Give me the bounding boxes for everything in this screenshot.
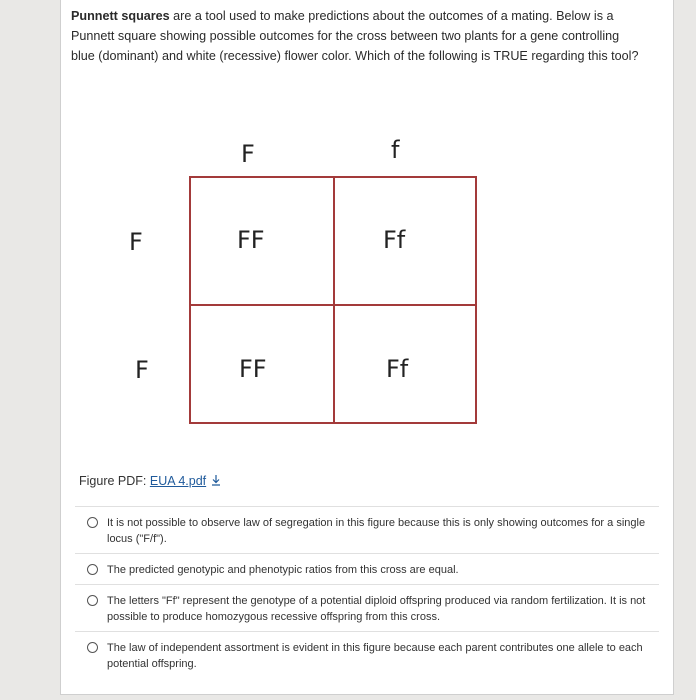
- option-text-2: The predicted genotypic and phenotypic ratios from this cross are equal.: [107, 564, 459, 576]
- row-header-1: F: [129, 228, 143, 256]
- figure-attachment: [79, 474, 222, 488]
- column-header-2: f: [391, 136, 400, 164]
- grid-divider-vertical: [333, 178, 335, 422]
- radio-button-4[interactable]: [87, 642, 98, 653]
- option-text-4: The law of independent assortment is evident in this figure because each parent contributes one allele to each potential offspring.: [107, 642, 643, 670]
- cell-r1c2: Ff: [383, 226, 406, 254]
- radio-button-3[interactable]: [87, 595, 98, 606]
- answer-option-2[interactable]: [75, 553, 659, 584]
- answer-option-4[interactable]: [75, 631, 659, 678]
- answer-option-1[interactable]: [75, 506, 659, 553]
- question-prompt: [71, 6, 643, 66]
- radio-button-2[interactable]: [87, 564, 98, 575]
- figure-pdf-link[interactable]: EUA 4.pdf: [149, 474, 207, 488]
- download-icon[interactable]: [210, 474, 222, 486]
- grid-divider-horizontal: [191, 304, 475, 306]
- question-card: [60, 0, 674, 695]
- answer-options: [75, 506, 659, 678]
- cell-r2c1: FF: [239, 355, 267, 383]
- column-header-1: F: [241, 140, 255, 168]
- figure-label: Figure PDF:: [79, 474, 150, 488]
- radio-button-1[interactable]: [87, 517, 98, 528]
- cell-r2c2: Ff: [386, 355, 409, 383]
- question-text: are a tool used to make predictions about the outcomes of a mating. Below is a Punnett square showing possible outcomes for the cross between two plants for a gene controlling blue (dominant) and white (recessive) flower color. Which of the following is TRUE regarding this tool?: [71, 9, 639, 63]
- answer-option-3[interactable]: [75, 584, 659, 631]
- question-bold-lead: Punnett squares: [71, 9, 170, 23]
- option-text-1: It is not possible to observe law of segregation in this figure because this is only showing outcomes for a single locus ("F/f").: [107, 517, 646, 545]
- option-text-3: The letters "Ff" represent the genotype of a potential diploid offspring produced via random fertilization. It is not possible to produce homozygous recessive offspring from this cross.: [107, 595, 646, 623]
- punnett-square: [189, 176, 477, 424]
- row-header-2: F: [135, 356, 149, 384]
- cell-r1c1: FF: [237, 226, 265, 254]
